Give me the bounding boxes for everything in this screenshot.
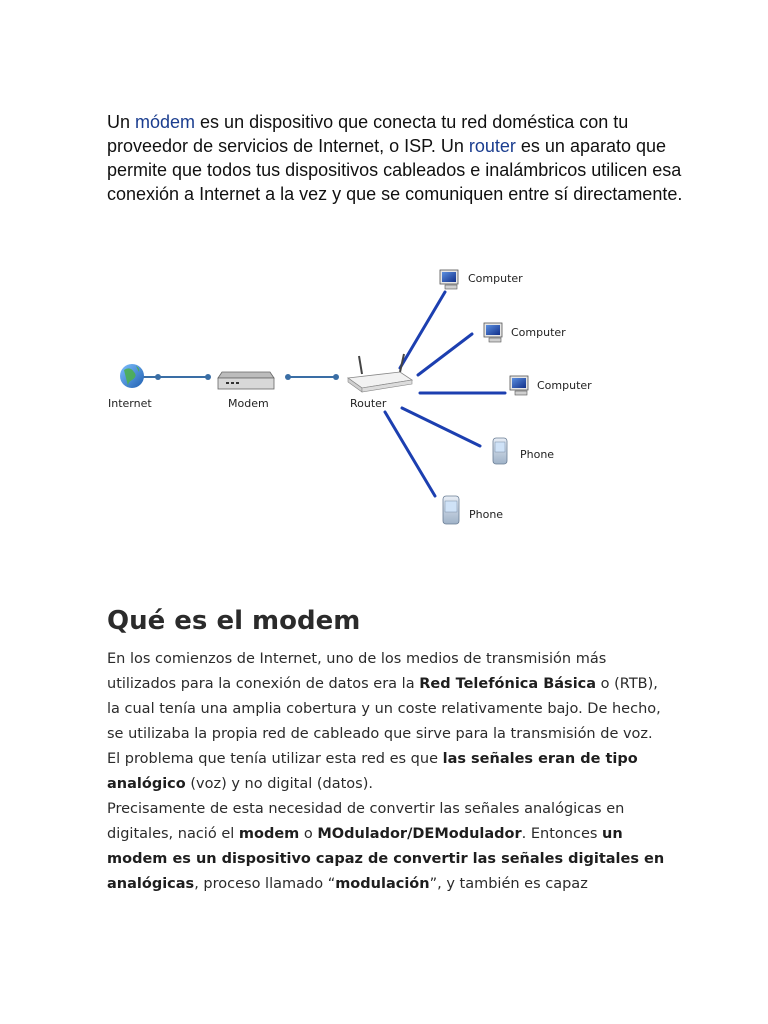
computer-icon [440, 270, 458, 289]
modem-link[interactable]: módem [135, 112, 196, 132]
p2-bold-modem: modem [238, 826, 300, 842]
computer-1-label: Computer [468, 272, 523, 285]
router-link[interactable]: router [468, 136, 516, 156]
computer-icon [510, 376, 528, 395]
intro-paragraph [107, 110, 687, 206]
p2-bold-definition: un modem es un dispositivo capaz de convertir las señales digitales en analógicas [107, 826, 665, 892]
computer-3-label: Computer [537, 379, 592, 392]
p2-bold-modulacion: modulación [335, 876, 430, 892]
paragraph-rtb [107, 647, 667, 797]
section-heading: Qué es el modem [107, 606, 361, 636]
p1-text-e: (voz) y no digital (datos). [185, 776, 373, 792]
p2-text-e: . Entonces [521, 826, 603, 842]
intro-text-2: es un dispositivo que conecta tu red doméstica con tu proveedor de servicios de Internet, o ISP. Un [107, 112, 629, 156]
modem-icon [218, 372, 274, 389]
p1-text-a: En los comienzos de Internet, uno de los medios de transmisión más utilizados para la conexión de datos era la [107, 651, 607, 692]
paragraph-modem [107, 797, 667, 897]
section-body [107, 647, 667, 897]
intro-text-3: es un aparato que permite que todos tus dispositivos cableados e inalámbricos utilicen esa conexión a Internet a la vez y que se comuniquen entre sí directamente. [107, 136, 683, 204]
p2-text-a: Precisamente de esta necesidad de convertir las señales analógicas en digitales, nació el [107, 801, 625, 842]
p2-text-i: ”, y también es capaz [429, 876, 588, 892]
phone-2-label: Phone [469, 508, 504, 521]
computer-icon [484, 323, 502, 342]
p1-bold-analog: las señales eran de tipo analógico [107, 751, 638, 792]
internet-label: Internet [108, 397, 152, 410]
computer-2-label: Computer [511, 326, 566, 339]
p2-text-c: o [299, 826, 318, 842]
intro-text-1: Un [107, 112, 136, 132]
internet-globe-icon [120, 364, 144, 388]
p2-bold-modulador: MOdulador/DEModulador [317, 826, 522, 842]
phone-1-label: Phone [520, 448, 555, 461]
network-diagram [100, 250, 620, 540]
router-icon [348, 354, 412, 392]
p1-text-c: o (RTB), la cual tenía una amplia cobertura y un coste relativamente bajo. De hecho, se utilizaba la propia red de cableado que sirve para la transmisión de voz. El problema que tenía utilizar esta red es que [107, 676, 661, 767]
phone-icon [493, 438, 507, 464]
phone-icon [443, 496, 459, 524]
modem-label: Modem [228, 397, 269, 410]
router-label: Router [350, 397, 387, 410]
p2-text-g: , proceso llamado “ [194, 876, 336, 892]
p1-bold-rtb: Red Telefónica Básica [419, 676, 597, 692]
